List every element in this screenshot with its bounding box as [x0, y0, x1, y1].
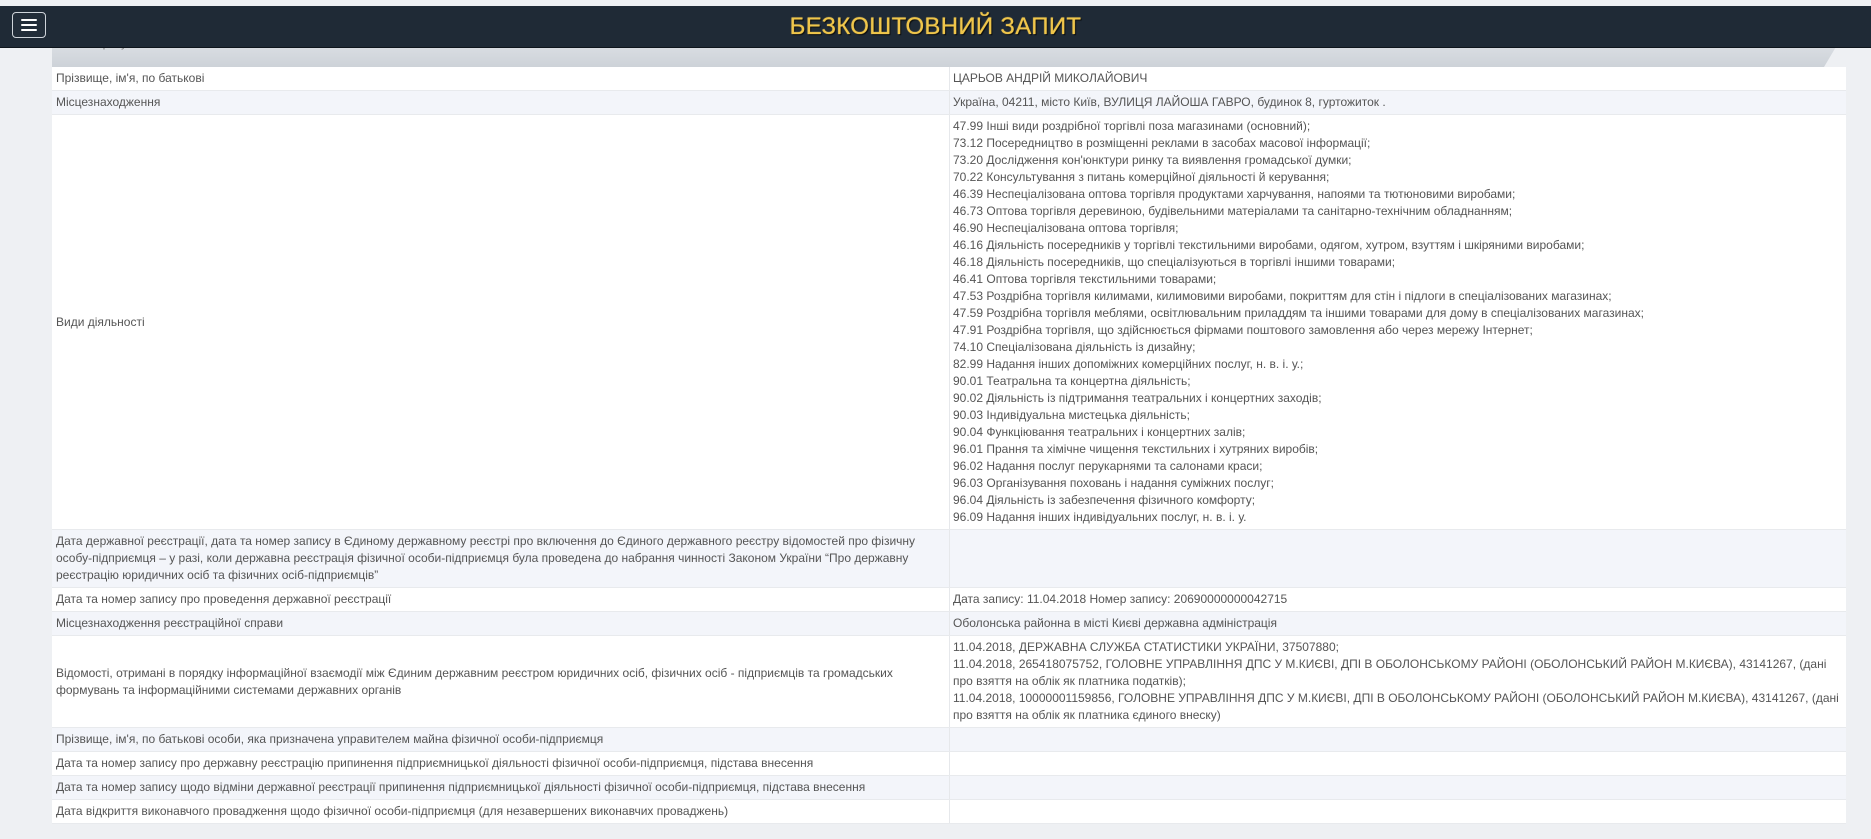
registry-table-container — [52, 30, 1846, 839]
table-row — [52, 776, 1846, 800]
row-label: Місцезнаходження — [52, 91, 950, 115]
value-line: 96.04 Діяльність із забезпечення фізичного комфорту; — [953, 493, 1256, 507]
row-label: Відомості, отримані в порядку інформаційної взаємодії між Єдиним державним реєстром юридичних осіб, фізичних осіб - підприємців та громадських формувань та інформаційними системами державних органів — [52, 636, 950, 728]
value-line: 70.22 Консультування з питань комерційної діяльності й керування; — [953, 170, 1330, 184]
value-line: 90.04 Функціювання театральних і концертних залів; — [953, 425, 1246, 439]
value-line: 11.04.2018, 10000001159856, ГОЛОВНЕ УПРАВЛІННЯ ДПС У М.КИЄВІ, ДПІ В ОБОЛОНСЬКОМУ РАЙОНІ (ОБОЛОНСЬКИЙ РАЙОН М.КИЄВА), 43141267, (дані про взяття на облік як платника єдиного внеску) — [953, 691, 1839, 722]
value-line: 47.99 Інші види роздрібної торгівлі поза магазинами (основний); — [953, 119, 1311, 133]
row-value — [950, 588, 1847, 612]
row-value — [950, 115, 1847, 530]
value-line: 47.91 Роздрібна торгівля, що здійснюється фірмами поштового замовлення або через мережу Інтернет; — [953, 323, 1533, 337]
table-row — [52, 91, 1846, 115]
value-line: 82.99 Надання інших допоміжних комерційних послуг, н. в. і. у.; — [953, 357, 1304, 371]
table-row — [52, 588, 1846, 612]
row-label: Види діяльності — [52, 115, 950, 530]
value-line: 96.03 Організування поховань і надання суміжних послуг; — [953, 476, 1274, 490]
navbar — [0, 6, 1871, 48]
table-row — [52, 800, 1846, 824]
value-line: 96.09 Надання інших індивідуальних послуг, н. в. і. у. — [953, 510, 1247, 524]
value-line: Дата запису: 11.04.2018 Номер запису: 20690000000042715 — [953, 592, 1288, 606]
brand-title[interactable]: БЕЗКОШТОВНИЙ ЗАПИТ — [789, 13, 1082, 40]
value-line: ЦАРЬОВ АНДРІЙ МИКОЛАЙОВИЧ — [953, 71, 1148, 85]
value-line: 46.16 Діяльність посередників у торгівлі текстильними виробами, одягом, хутром, взуттям і шкіряними виробами; — [953, 238, 1585, 252]
value-line: 96.02 Надання послуг перукарнями та салонами краси; — [953, 459, 1263, 473]
value-line: 46.18 Діяльність посередників, що спеціалізуються в торгівлі іншими товарами; — [953, 255, 1396, 269]
table-row — [52, 728, 1846, 752]
value-line: Оболонська районна в місті Києві державна адміністрація — [953, 616, 1277, 630]
row-label: Дата та номер запису про державну реєстрацію припинення підприємницької діяльності фізичної особи-підприємця, підстава внесення — [52, 752, 950, 776]
table-body — [52, 67, 1846, 824]
row-value — [950, 91, 1847, 115]
registry-table — [52, 67, 1846, 824]
row-label: Прізвище, ім'я, по батькові особи, яка призначена управителем майна фізичної особи-підприємця — [52, 728, 950, 752]
table-row — [52, 67, 1846, 91]
value-line: 46.39 Неспеціалізована оптова торгівля продуктами харчування, напоями та тютюновими виробами; — [953, 187, 1516, 201]
value-line: 74.10 Спеціалізована діяльність із дизайну; — [953, 340, 1196, 354]
row-label: Дата та номер запису щодо відміни державної реєстрації припинення підприємницької діяльності фізичної особи-підприємця, підстава внесення — [52, 776, 950, 800]
value-line: 46.73 Оптова торгівля деревиною, будівельними матеріалами та санітарно-технічним обладнанням; — [953, 204, 1513, 218]
value-line: 73.12 Посередництво в розміщенні реклами в засобах масової інформації; — [953, 136, 1371, 150]
value-line: 46.90 Неспеціалізована оптова торгівля; — [953, 221, 1179, 235]
row-value — [950, 636, 1847, 728]
table-row — [52, 612, 1846, 636]
row-label: Дата та номер запису про проведення державної реєстрації — [52, 588, 950, 612]
table-row — [52, 752, 1846, 776]
value-line: 90.03 Індивідуальна мистецька діяльність; — [953, 408, 1190, 422]
value-line: 11.04.2018, 265418075752, ГОЛОВНЕ УПРАВЛІННЯ ДПС У М.КИЄВІ, ДПІ В ОБОЛОНСЬКОМУ РАЙОНІ (ОБОЛОНСЬКИЙ РАЙОН М.КИЄВА), 43141267, (дані про взяття на облік як платника податків); — [953, 657, 1827, 688]
row-label: Дата відкриття виконавчого провадження щодо фізичної особи-підприємця (для незавершених виконавчих проваджень) — [52, 800, 950, 824]
row-label: Дата державної реєстрації, дата та номер запису в Єдиному державному реєстрі про включення до Єдиного державного реєстру відомостей про фізичну особу-підприємця – у разі, коли державна реєстрація фізичної особи-підприємця була проведена до набрання чинності Законом України “Про державну реєстрацію юридичних осіб та фізичних осіб-підприємців” — [52, 530, 950, 588]
row-value — [950, 752, 1847, 776]
row-value — [950, 800, 1847, 824]
table-row — [52, 115, 1846, 530]
value-line: 96.01 Прання та хімічне чищення текстильних і хутряних виробів; — [953, 442, 1319, 456]
value-line: 47.59 Роздрібна торгівля меблями, освітлювальним приладдям та іншими товарами для дому в спеціалізованих магазинах; — [953, 306, 1644, 320]
value-line: 46.41 Оптова торгівля текстильними товарами; — [953, 272, 1217, 286]
row-value — [950, 612, 1847, 636]
table-row — [52, 636, 1846, 728]
table-row — [52, 530, 1846, 588]
row-value — [950, 530, 1847, 588]
row-value — [950, 728, 1847, 752]
value-line: 73.20 Дослідження кон'юнктури ринку та виявлення громадської думки; — [953, 153, 1352, 167]
value-line: 11.04.2018, ДЕРЖАВНА СЛУЖБА СТАТИСТИКИ УКРАЇНИ, 37507880; — [953, 640, 1339, 654]
row-value — [950, 67, 1847, 91]
row-label: Прізвище, ім'я, по батькові — [52, 67, 950, 91]
value-line: 47.53 Роздрібна торгівля килимами, килимовими виробами, покриттям для стін і підлоги в спеціалізованих магазинах; — [953, 289, 1612, 303]
value-line: 90.01 Театральна та концертна діяльність; — [953, 374, 1191, 388]
row-value — [950, 776, 1847, 800]
value-line: 90.02 Діяльність із підтримання театральних і концертних заходів; — [953, 391, 1322, 405]
row-label: Місцезнаходження реєстраційної справи — [52, 612, 950, 636]
value-line: Україна, 04211, місто Київ, ВУЛИЦЯ ЛАЙОША ГАВРО, будинок 8, гуртожиток . — [953, 95, 1386, 109]
